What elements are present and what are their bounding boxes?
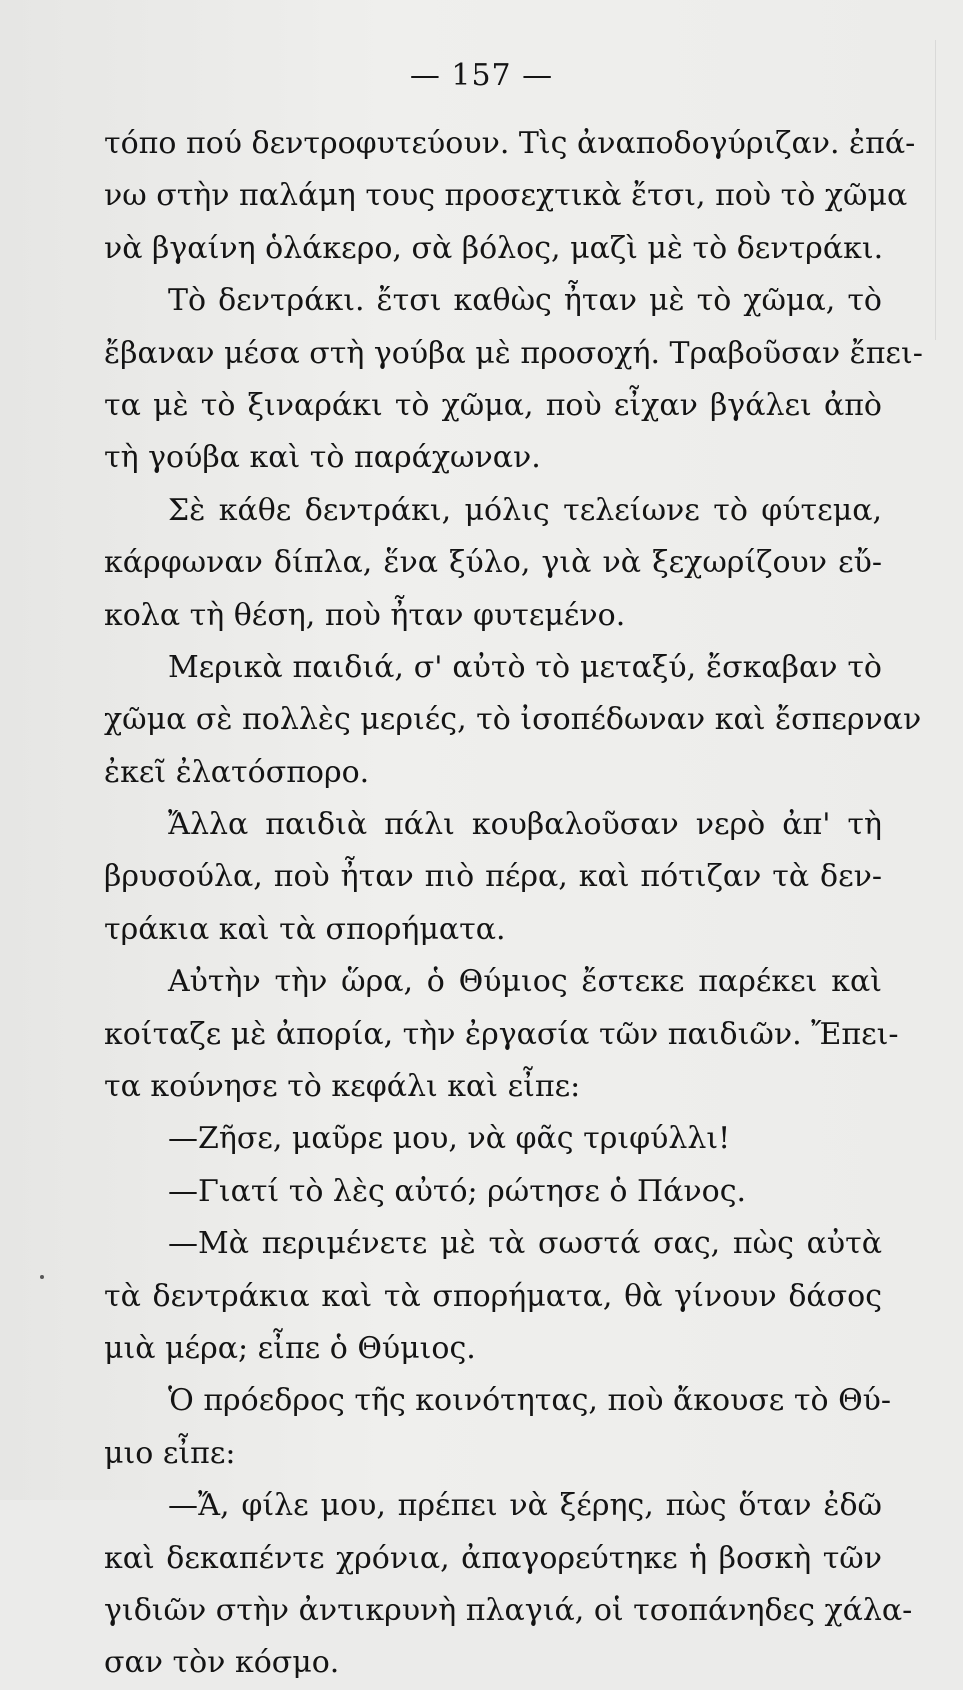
text-line: κοίταζε μὲ ἀπορία, τὴν ἐργασία τῶν παιδιῶν. Ἔπει- xyxy=(104,1016,899,1052)
text-line: κάρφωναν δίπλα, ἕνα ξύλο, γιὰ νὰ ξεχωρίζουν εὔ- xyxy=(104,545,882,581)
text-line: Τὸ δεντράκι. ἔτσι καθὼς ἦταν μὲ τὸ χῶμα, τὸ xyxy=(168,283,882,319)
text-line: ἐκεῖ ἐλατόσπορο. xyxy=(104,754,370,790)
page-number: — 157 — xyxy=(409,58,554,93)
text-line: Αὐτὴν τὴν ὥρα, ὁ Θύμιος ἔστεκε παρέκει καὶ xyxy=(168,964,882,1000)
text-line: ἔβαναν μέσα στὴ γούβα μὲ προσοχή. Τραβοῦσαν ἔπει- xyxy=(104,335,923,371)
text-line: Ὁ πρόεδρος τῆς κοινότητας, ποὺ ἄκουσε τὸ Θύ- xyxy=(168,1383,892,1419)
text-line: —Ζῆσε, μαῦρε μου, νὰ φᾶς τριφύλλι! xyxy=(168,1121,731,1157)
text-line: τόπο πού δεντροφυτεύουν. Τὶς ἀναποδογύριζαν. ἐπά- xyxy=(104,126,916,161)
text-line: μιο εἶπε: xyxy=(104,1435,236,1471)
text-line: —Γιατί τὸ λὲς αὐτό; ρώτησε ὁ Πάνος. xyxy=(168,1173,747,1209)
body-text xyxy=(104,118,923,1690)
text-line: γιδιῶν στὴν ἀντικρυνὴ πλαγιά, οἱ τσοπάνηδες χάλα- xyxy=(104,1592,913,1628)
text-line: τα κούνησε τὸ κεφάλι καὶ εἶπε: xyxy=(104,1069,581,1105)
text-line: σαν τὸν κόσμο. xyxy=(104,1645,340,1681)
text-line: νὰ βγαίνη ὁλάκερο, σὰ βόλος, μαζὶ μὲ τὸ δεντράκι. xyxy=(104,230,884,266)
text-line: τὰ δεντράκια καὶ τὰ σπορήματα, θὰ γίνουν δάσος xyxy=(104,1278,882,1314)
text-line: κολα τὴ θέση, ποὺ ἦταν φυτεμένο. xyxy=(104,597,626,633)
text-line: καὶ δεκαπέντε χρόνια, ἀπαγορεύτηκε ἡ βοσκὴ τῶν xyxy=(104,1540,882,1576)
text-line: —Μὰ περιμένετε μὲ τὰ σωστά σας, πὼς αὐτὰ xyxy=(168,1226,882,1262)
text-line: Σὲ κάθε δεντράκι, μόλις τελείωνε τὸ φύτεμα, xyxy=(168,492,882,528)
text-line: Ἄλλα παιδιὰ πάλι κουβαλοῦσαν νερὸ ἀπ' τὴ xyxy=(168,807,882,843)
text-line: νω στὴν παλάμη τους προσεχτικὰ ἔτσι, ποὺ τὸ χῶμα xyxy=(104,178,908,214)
scan-speck xyxy=(40,1275,44,1279)
text-line: χῶμα σὲ πολλὲς μεριές, τὸ ἰσοπέδωναν καὶ ἔσπερναν xyxy=(104,702,922,738)
text-line: τράκια καὶ τὰ σπορήματα. xyxy=(104,911,506,947)
text-line: τα μὲ τὸ ξιναράκι τὸ χῶμα, ποὺ εἶχαν βγάλει ἀπὸ xyxy=(104,387,882,423)
text-line: τὴ γούβα καὶ τὸ παράχωναν. xyxy=(104,440,541,476)
text-line: βρυσούλα, ποὺ ἦταν πιὸ πέρα, καὶ πότιζαν τὰ δεν- xyxy=(104,859,882,895)
text-line: —Ἄ, φίλε μου, πρέπει νὰ ξέρης, πὼς ὅταν ἐδῶ xyxy=(168,1488,882,1524)
text-line: μιὰ μέρα; εἶπε ὁ Θύμιος. xyxy=(104,1330,476,1366)
text-line: Μερικὰ παιδιά, σ' αὐτὸ τὸ μεταξύ, ἔσκαβαν τὸ xyxy=(168,649,882,685)
